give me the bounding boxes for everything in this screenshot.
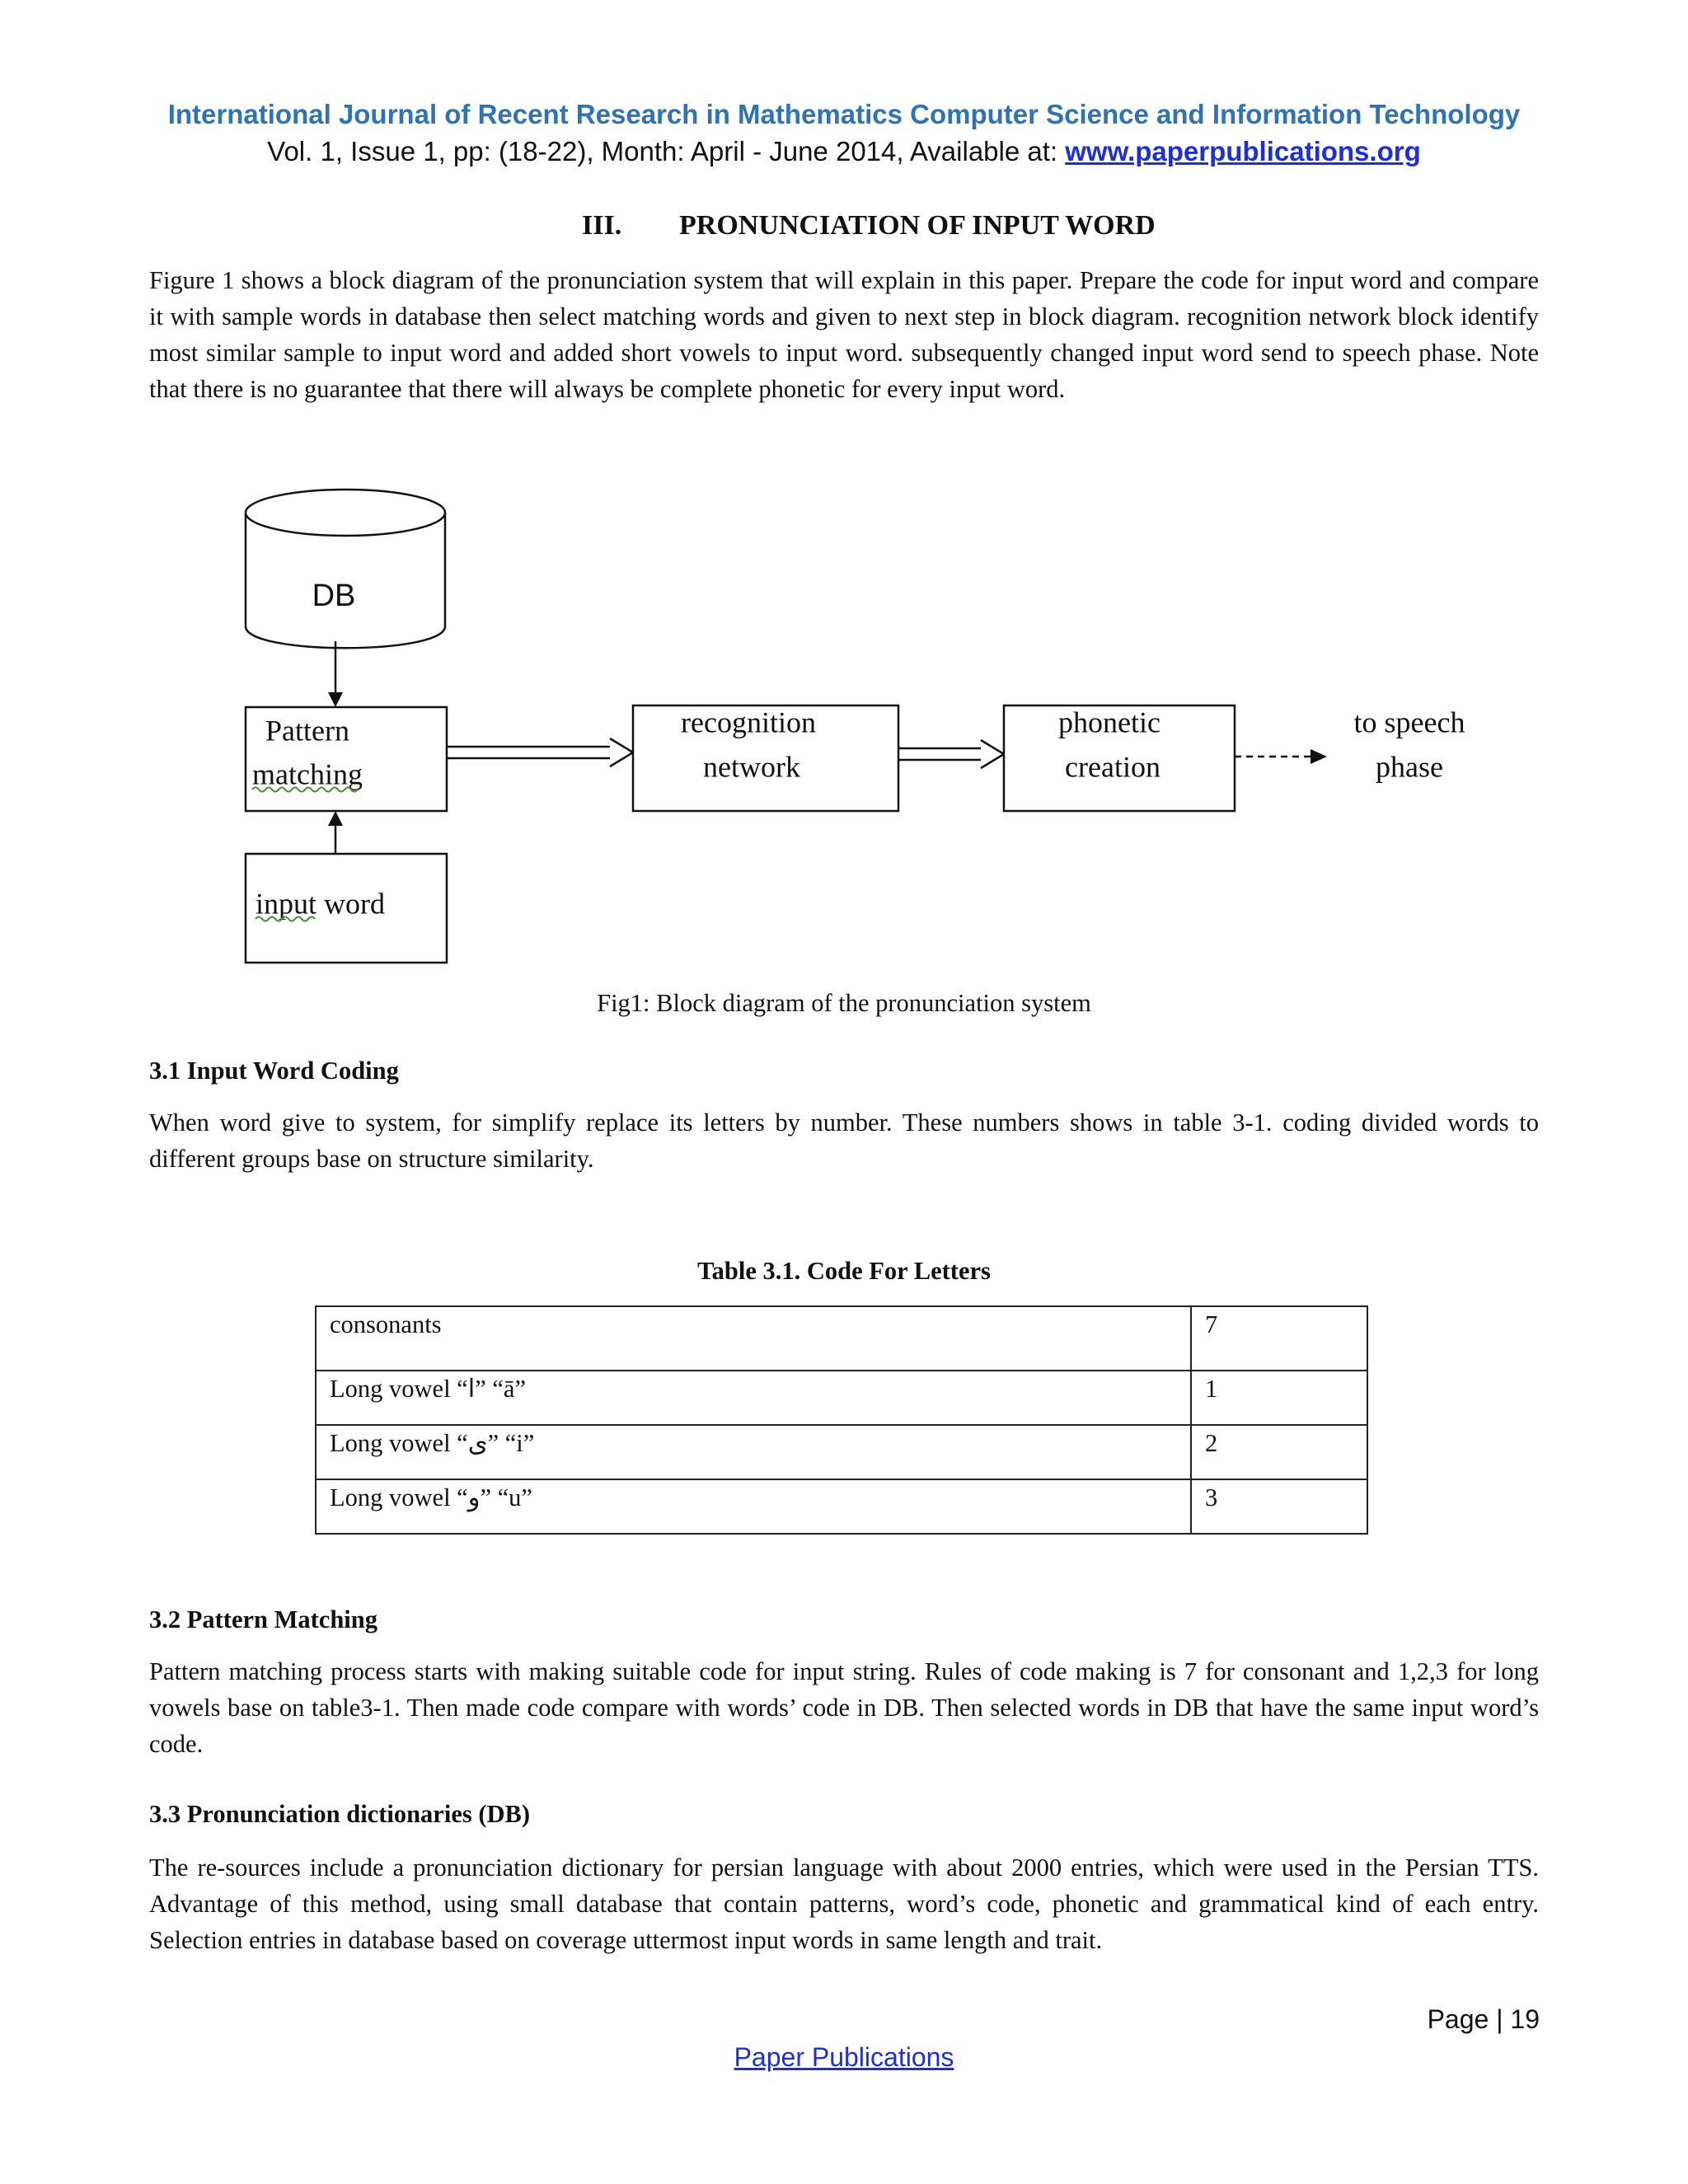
table-row — [316, 1371, 1367, 1425]
speech-label-line2: phase — [1376, 750, 1443, 784]
section-3-3-paragraph: The re-sources include a pronunciation dictionary for persian language with about 2000 entries, which were used in the Persian TTS. Advantage of this method, using small database that contain patterns, word’s code, phonetic and grammatical kind of each entry. Selection entries in database based on coverage uttermost input words in same length and trait. — [149, 1854, 1539, 1954]
table-cell-label: Long vowel “ا” “ā” — [316, 1371, 1191, 1425]
section-title-text: PRONUNCIATION OF INPUT WORD — [679, 210, 1156, 241]
pattern-label-line2: matching — [252, 757, 363, 791]
table-cell-label: consonants — [316, 1306, 1191, 1371]
double-arrow-icon — [898, 740, 1004, 768]
input-word-label: input word — [256, 887, 385, 921]
table-cell-label: Long vowel “ی” “i” — [316, 1425, 1191, 1479]
db-cylinder — [246, 490, 445, 648]
page-number: Page | 19 — [1427, 2004, 1540, 2034]
section-number: III. — [582, 210, 622, 241]
recognition-label-line2: network — [703, 750, 800, 784]
table-caption: Table 3.1. Code For Letters — [697, 1257, 991, 1285]
arrow-down-icon — [328, 692, 343, 707]
section-3-1-paragraph: When word give to system, for simplify replace its letters by number. These numbers shows in table 3-1. coding divided words to different groups base on structure similarity. — [149, 1108, 1539, 1173]
speech-label-line1: to speech — [1353, 705, 1465, 739]
table-cell-code: 7 — [1191, 1306, 1367, 1371]
section-3-2-paragraph: Pattern matching process starts with making suitable code for input string. Rules of code making is 7 for consonant and 1,2,3 for long vowels base on table3-1. Then made code compare with words’ code in DB. Then selected words in DB that have the same input word’s code. — [149, 1657, 1539, 1758]
table-cell-code: 3 — [1191, 1479, 1367, 1534]
db-label: DB — [312, 579, 356, 613]
table-row — [316, 1425, 1367, 1479]
dashed-arrow-icon — [1311, 749, 1327, 764]
table-cell-label: Long vowel “و” “u” — [316, 1479, 1191, 1534]
pattern-label-line1: Pattern — [265, 714, 349, 748]
code-table — [315, 1305, 1368, 1535]
table-row — [316, 1479, 1367, 1534]
phonetic-label-line1: phonetic — [1058, 705, 1160, 739]
table-cell-code: 1 — [1191, 1371, 1367, 1425]
publisher-link[interactable]: Paper Publications — [734, 2042, 954, 2072]
section-3-3-heading: 3.3 Pronunciation dictionaries (DB) — [149, 1800, 531, 1828]
phonetic-label-line2: creation — [1065, 750, 1160, 784]
table-cell-code: 2 — [1191, 1425, 1367, 1479]
block-diagram — [0, 0, 1688, 989]
journal-url-link[interactable]: www.paperpublications.org — [1065, 136, 1421, 166]
section-3-2-heading: 3.2 Pattern Matching — [149, 1605, 377, 1633]
recognition-label-line1: recognition — [681, 705, 816, 739]
journal-title: International Journal of Recent Research in Mathematics Computer Science and Information Technology — [167, 99, 1521, 129]
arrow-up-icon — [328, 811, 343, 826]
table-row — [316, 1306, 1367, 1371]
volume-text: Vol. 1, Issue 1, pp: (18-22), Month: April - June 2014, Available at: — [267, 136, 1066, 166]
section-3-1-heading: 3.1 Input Word Coding — [149, 1057, 399, 1085]
figure-caption: Fig1: Block diagram of the pronunciation system — [597, 989, 1091, 1017]
double-arrow-icon — [447, 738, 633, 766]
intro-paragraph: Figure 1 shows a block diagram of the pronunciation system that will explain in this paper. Prepare the code for input word and compare it with sample words in database then select matching words and given to next step in block diagram. recognition network block identify most similar sample to input word and added short vowels to input word. subsequently changed input word send to speech phase. Note that there is no guarantee that there will always be complete phonetic for every input word. — [149, 266, 1539, 403]
